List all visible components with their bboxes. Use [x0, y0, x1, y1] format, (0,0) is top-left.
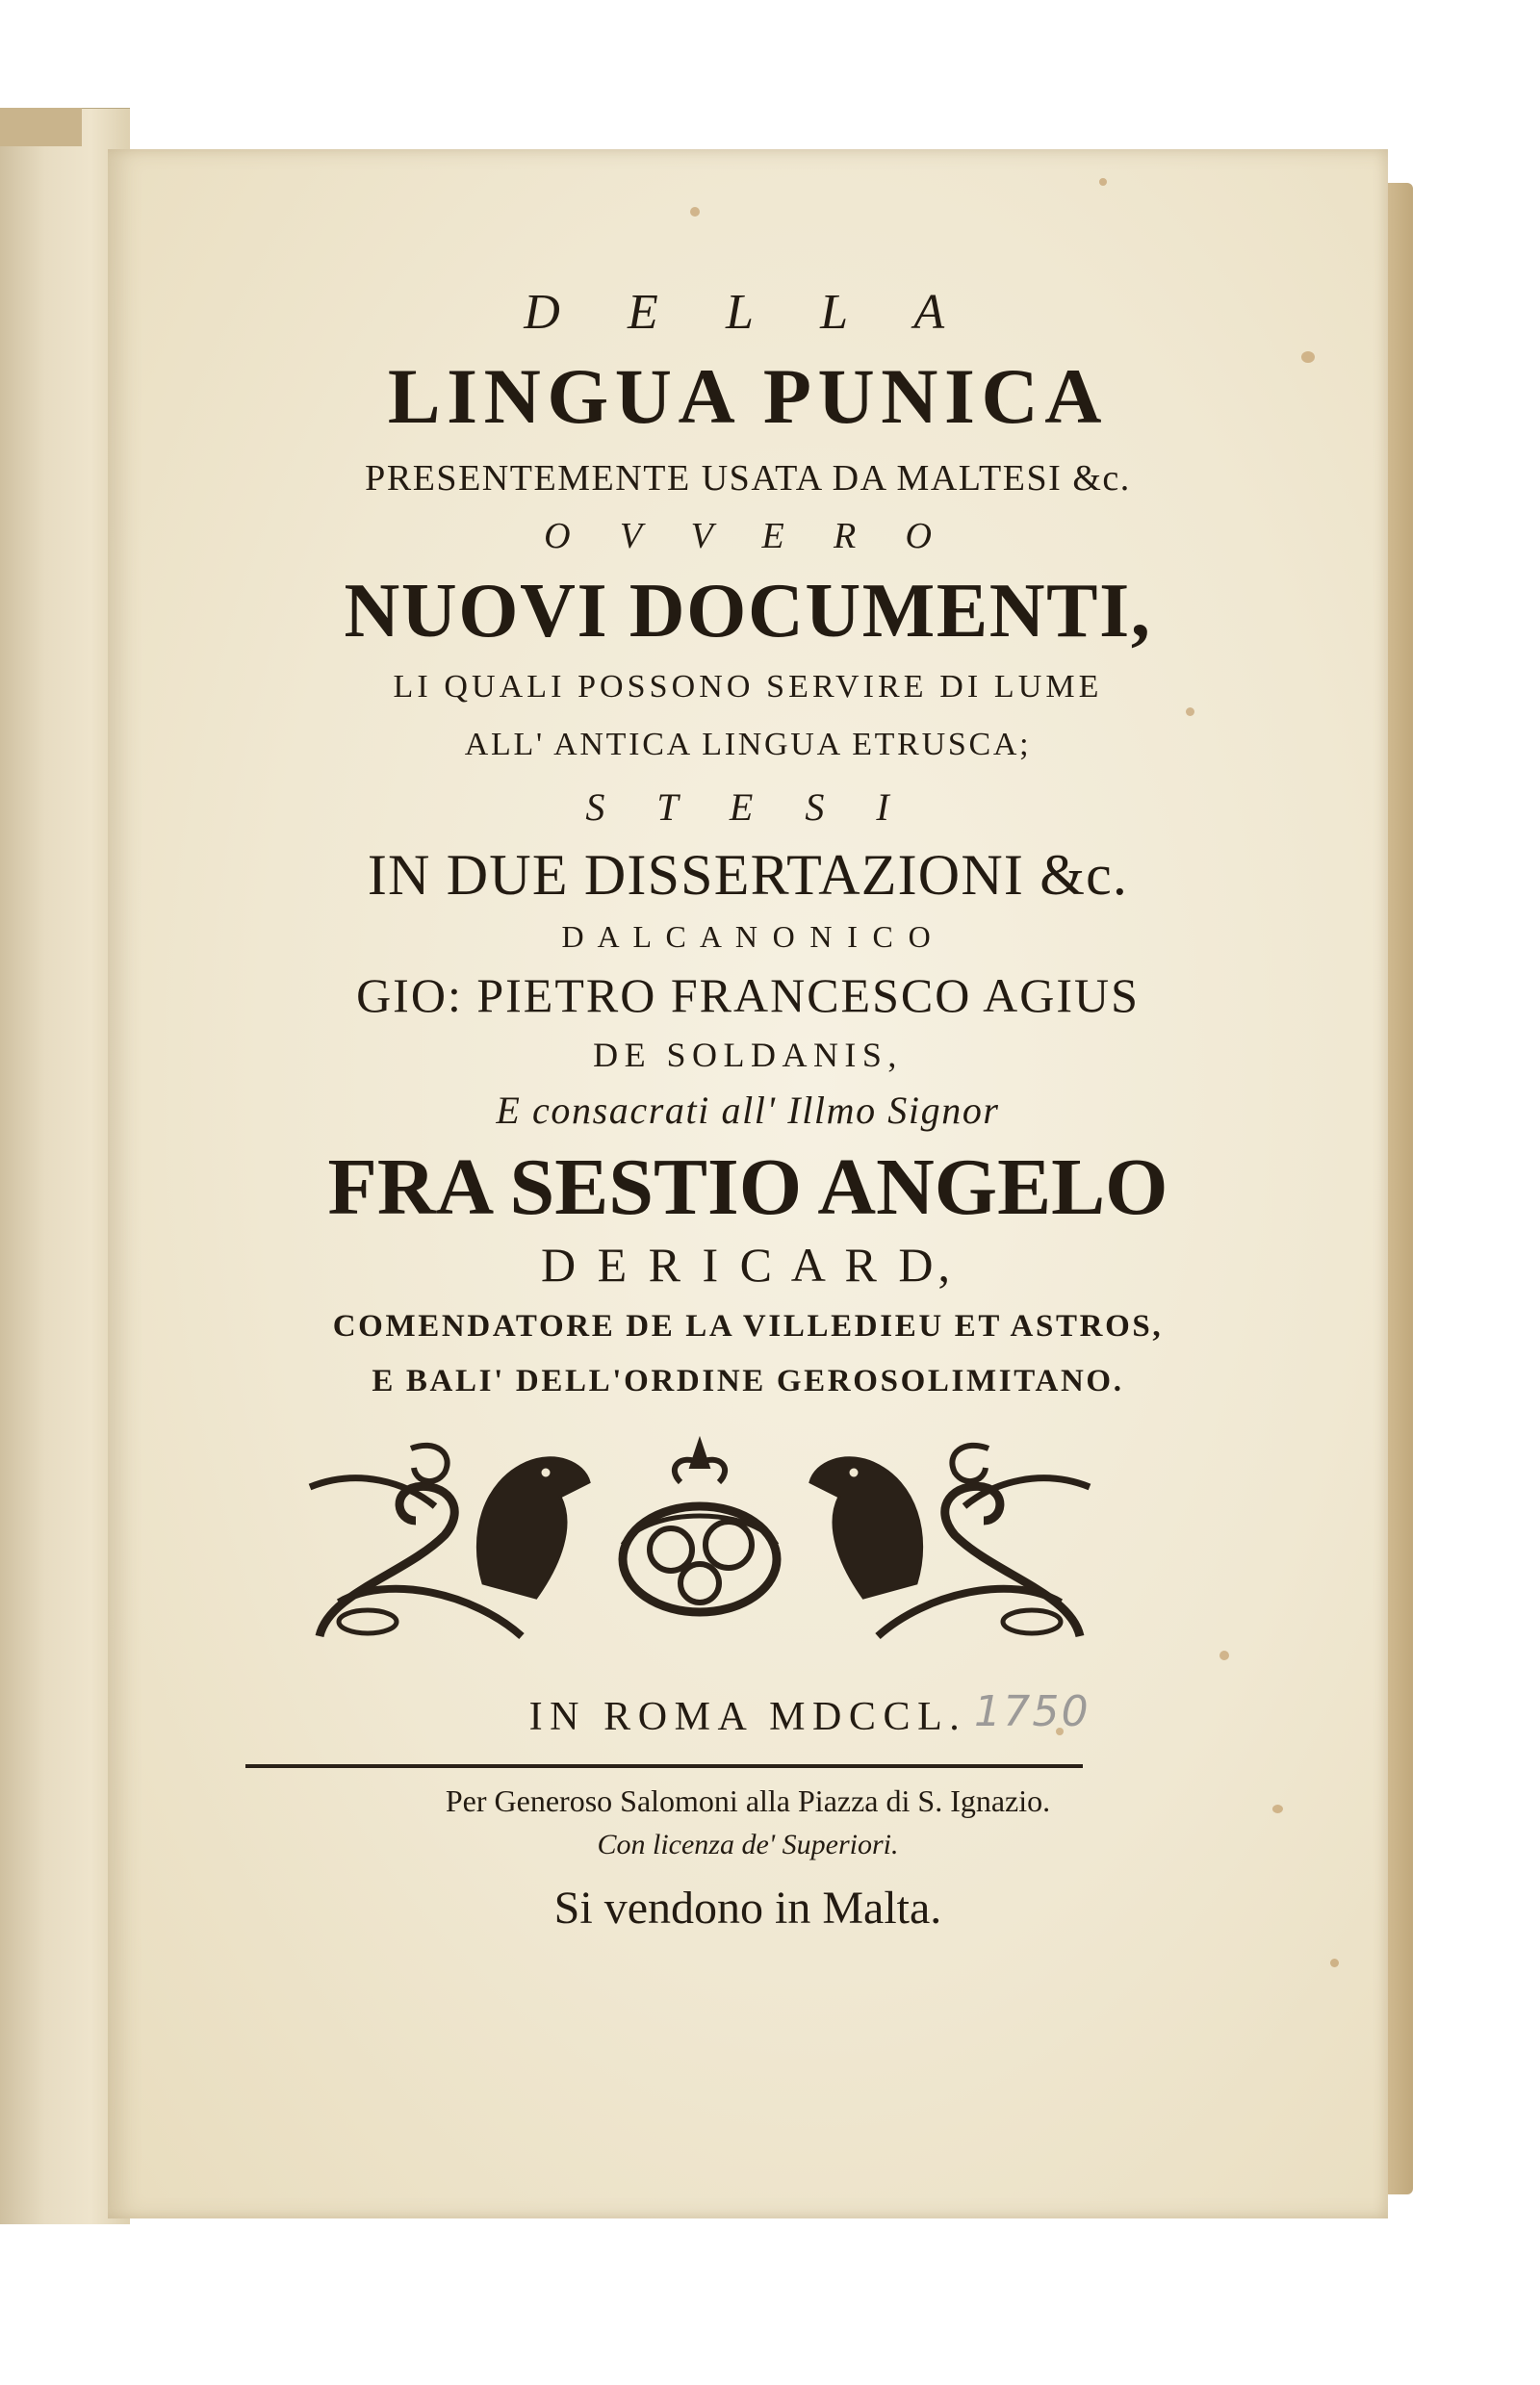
- binding-edge: [0, 108, 82, 146]
- foxing-spot: [690, 207, 700, 217]
- title-line-stesi: S T E S I: [585, 785, 911, 829]
- handwritten-year: 1750: [974, 1687, 1091, 1736]
- title-line-lingua-punica: LINGUA PUNICA: [387, 352, 1109, 440]
- subtitle-line-antica-lingua: ALL' ANTICA LINGUA ETRUSCA;: [464, 727, 1032, 762]
- foxing-spot: [1186, 707, 1194, 716]
- woodcut-ornament: [300, 1429, 1099, 1651]
- title-line-ovvero: O V V E R O: [544, 516, 952, 556]
- title-line-due-dissertazioni: IN DUE DISSERTAZIONI &c.: [367, 843, 1129, 907]
- title-line-nuovi-documenti: NUOVI DOCUMENTI,: [344, 569, 1152, 654]
- dedicatee-title-line-2: E BALI' DELL'ORDINE GEROSOLIMITANO.: [372, 1364, 1124, 1398]
- dedicatee-surname-line: D E R I C A R D,: [540, 1238, 956, 1292]
- author-line-name: GIO: PIETRO FRANCESCO AGIUS: [356, 968, 1140, 1022]
- imprint-printer: Per Generoso Salomoni alla Piazza di S. Ignazio.: [445, 1783, 1051, 1818]
- foxing-spot: [1219, 1651, 1229, 1660]
- foxing-spot: [1330, 1959, 1339, 1967]
- author-line-soldanis: DE SOLDANIS,: [593, 1036, 903, 1074]
- title-page: [108, 149, 1388, 2218]
- imprint-sale: Si vendono in Malta.: [553, 1883, 942, 1934]
- author-line-canonico: D A L C A N O N I C O: [561, 919, 935, 954]
- title-line-della: D E L L A: [524, 285, 972, 340]
- dedicatee-name-line: FRA SESTIO ANGELO: [327, 1142, 1168, 1232]
- subtitle-line-presentemente: PRESENTEMENTE USATA DA MALTESI &c.: [365, 458, 1131, 499]
- dedication-line: E consacrati all' Illmo Signor: [496, 1089, 1000, 1132]
- imprint-rule: [245, 1764, 1083, 1768]
- imprint-license: Con licenza de' Superiori.: [597, 1829, 899, 1860]
- foxing-spot: [1099, 178, 1107, 186]
- imprint-place-date: IN ROMA MDCCL.: [528, 1695, 967, 1739]
- dedicatee-title-line-1: COMENDATORE DE LA VILLEDIEU ET ASTROS,: [332, 1309, 1164, 1344]
- subtitle-line-li-quali: LI QUALI POSSONO SERVIRE DI LUME: [393, 669, 1103, 705]
